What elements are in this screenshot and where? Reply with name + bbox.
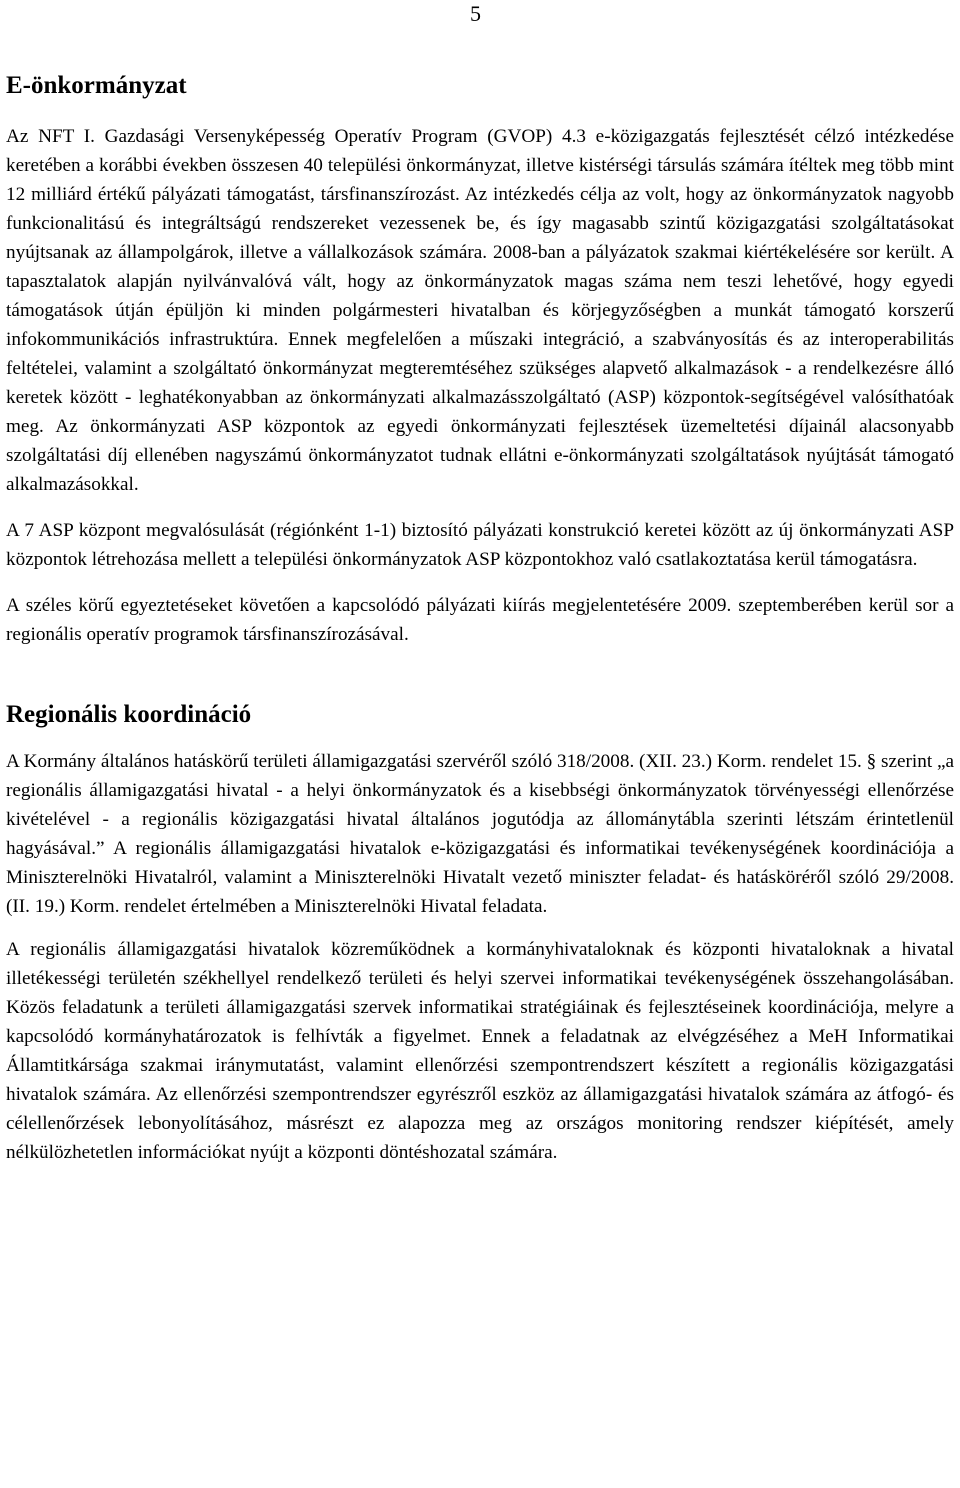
paragraph: A Kormány általános hatáskörű területi államigazgatási szervéről szóló 318/2008. (XII. 23.) Korm. rendelet 15. § szerint „a regionális államigazgatási hivatal - a helyi önkormányzatok és a kisebbségi önkormányzatok törvényességi ellenőrzése kivételével - a regionális közigazgatási hivatal általános jogutódja az állománytábla szerinti létszám érintetlenül hagyásával.” A regionális államigazgatási hivatalok e-közigazgatási és informatikai tevékenységének koordinációja a Miniszterelnöki Hivatalról, valamint a Miniszterelnöki Hivatalt vezető miniszter feladat- és hatásköréről szóló 29/2008. (II. 19.) Korm. rendelet értelmében a Miniszterelnöki Hivatal feladata. — [6, 751, 954, 917]
paragraph: A regionális államigazgatási hivatalok közreműködnek a kormányhivataloknak és központi hivataloknak a hivatal illetékességi területén székhellyel rendelkező területi és helyi szervei informatikai tevékenységének összehangolásában. Közös feladatunk a területi államigazgatási szervek informatikai stratégiáinak és fejlesztéseinek koordinációja, melyre a kapcsolódó kormányhatározatok is felhívták a figyelmet. Ennek a feladatnak az elvégzéséhez a MeH Informatikai Államtitkársága szakmai iránymutatást, valamint ellenőrzési szempontrendszert készített a regionális közigazgatási hivatalok számára. Az ellenőrzési szempontrendszer egyrészről eszköz az államigazgatási hivatalok számára az átfogó- és célellenőrzések lebonyolításához, másrészt ez alapozza meg az országos monitoring rendszer kiépítését, amely nélkülözhetetlen információkat nyújt a központi döntéshozatal számára. — [6, 939, 954, 1163]
paragraph: Az NFT I. Gazdasági Versenyképesség Operatív Program (GVOP) 4.3 e-közigazgatás fejlesztését célzó intézkedése keretében a korábbi években összesen 40 települési önkormányzat, illetve kistérségi társulás számára ítéltek meg több mint 12 milliárd értékű pályázati támogatást, társfinanszírozást. Az intézkedés célja az volt, hogy az önkormányzatok nagyobb funkcionalitású és integráltságú rendszereket vezessenek be, és így magasabb szintű közigazgatási szolgáltatásokat nyújtsanak az állampolgárok, illetve a vállalkozások számára. 2008-ban a pályázatok szakmai kiértékelésére sor került. A tapasztalatok alapján nyilvánvalóvá vált, hogy az önkormányzatok magas száma nem teszi lehetővé, hogy egyedi támogatások útján épüljön ki minden polgármesteri hivatalban és körjegyzőségben a munkát támogató korszerű infokommunikációs infrastruktúra. Ennek megfelelően a műszaki integráció, a szabványosítás és az interoperabilitás feltételei, valamint a szolgáltató önkormányzat megteremtéséhez szükséges alapvető alkalmazások - a rendelkezésre álló keretek között - leghatékonyabban az önkormányzati alkalmazásszolgáltató (ASP) központok-segítségével valósíthatóak meg. Az önkormányzati ASP központok az egyedi önkormányzati fejlesztések üzemeltetési díjainál alacsonyabb szolgáltatási díj ellenében nagyszámú önkormányzatot tudnak ellátni e-önkormányzati szolgáltatások nyújtását támogató alkalmazásokkal. — [6, 126, 954, 495]
page-number: 5 — [470, 1, 481, 26]
paragraph: A széles körű egyeztetéseket követően a kapcsolódó pályázati kiírás megjelentetésére 2009. szeptemberében kerül sor a regionális operatív programok társfinanszírozásával. — [6, 595, 954, 645]
section-title-e-onkormanyzat: E-önkormányzat — [6, 72, 187, 99]
section-title-regionalis-koordinacio: Regionális koordináció — [6, 701, 252, 728]
page-content — [6, 68, 954, 1184]
paragraph: A 7 ASP központ megvalósulását (régiónként 1-1) biztosító pályázati konstrukció keretei között az új önkormányzati ASP központok létrehozása mellett a települési önkormányzatok ASP központokhoz való csatlakoztatása kerül támogatásra. — [6, 520, 954, 570]
